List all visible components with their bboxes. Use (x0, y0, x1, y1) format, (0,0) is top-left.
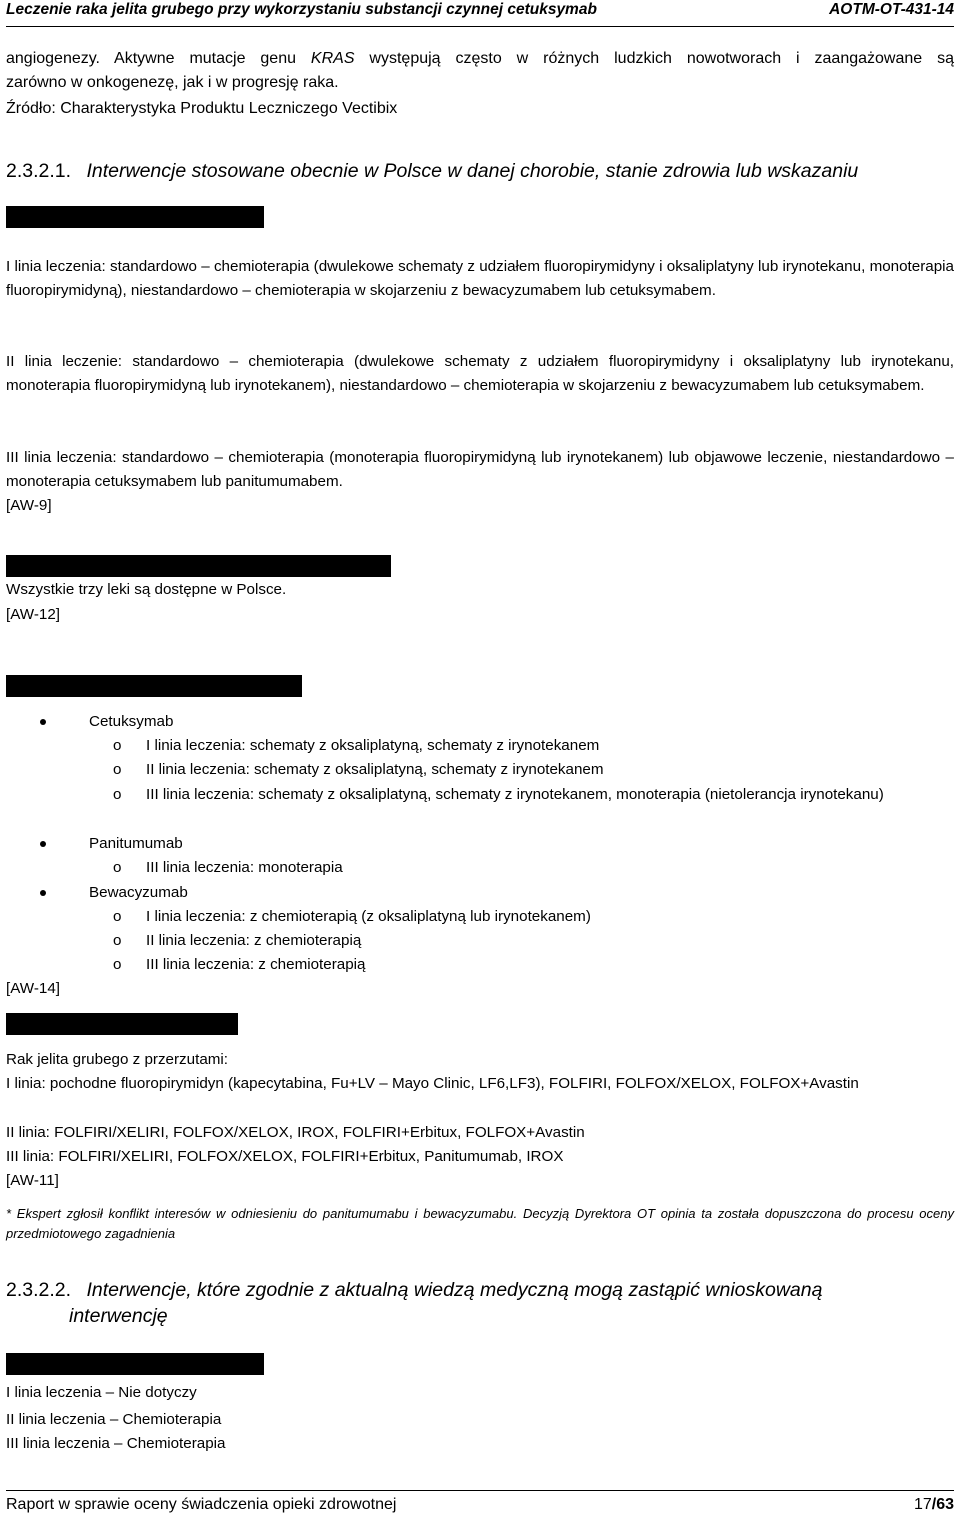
reference-aw-12: [AW-12] (6, 606, 61, 623)
alt-line-3: III linia leczenia – Chemioterapia (6, 1435, 226, 1452)
paragraph-line-1: I linia leczenia: standardowo – chemioterapia (dwulekowe schematy z udziałem fluoropirymidyny i oksaliplatyny lub irynotekanu, monoterapia fluoropirymidyną), niestandardowo – chemioterapia w skojarzeniu z bewacyzumabem lub cetuksymabem. (6, 258, 954, 299)
paragraph-line-2: II linia leczenie: standardowo – chemioterapia (dwulekowe schematy z udziałem fluoropirymidyny i oksaliplatyny lub irynotekanu, monoterapia fluoropirymidyną lub irynotekanem), niestandardowo – chemioterapia w skojarzeniu z bewacyzumabem lub cetuksymabem. (6, 353, 954, 394)
drug-name: Panitumumab (89, 835, 183, 852)
line-iii-regimens: III linia: FOLFIRI/XELIRI, FOLFOX/XELOX, FOLFIRI+Erbitux, Panitumumab, IROX (6, 1148, 564, 1165)
section-heading-2-3-2-1 (6, 160, 858, 183)
sub-bullet-icon: o (113, 956, 122, 973)
footer-report-title: Raport w sprawie oceny świadczenia opieki zdrowotnej (6, 1496, 397, 1513)
redacted-block (6, 206, 264, 228)
bullet-icon (40, 890, 46, 896)
redacted-block (6, 1013, 238, 1035)
intro-line-1: angiogenezy. Aktywne mutacje genu KRAS występują często w różnych ludzkich nowotworach i zaangażowane są (6, 50, 954, 67)
bullet-icon (40, 841, 46, 847)
alt-line-2: II linia leczenia – Chemioterapia (6, 1411, 222, 1428)
page-footer (6, 1490, 954, 1517)
section-title-line-2: interwencję (69, 1305, 168, 1327)
drug-name: Cetuksymab (89, 713, 174, 730)
bullet-icon (40, 719, 46, 725)
reference-aw-11: [AW-11] (6, 1172, 59, 1189)
total-pages: /63 (931, 1496, 954, 1513)
section-number: 2.3.2.2. (6, 1279, 72, 1301)
list-item: III linia leczenia: monoterapia (146, 859, 343, 876)
redacted-block (6, 675, 302, 697)
redacted-block (6, 555, 391, 577)
list-item: I linia leczenia: z chemioterapią (z oksaliplatyną lub irynotekanem) (146, 908, 591, 925)
section-title: Interwencje stosowane obecnie w Polsce w danej chorobie, stanie zdrowia lub wskazaniu (86, 160, 859, 182)
page-number (914, 1496, 954, 1514)
sub-bullet-icon: o (113, 859, 122, 876)
footnote: * Ekspert zgłosił konflikt interesów w odniesieniu do panitumumabu i bewacyzumabu. Decyzją Dyrektora OT opinia ta została dopuszczona do procesu oceny przedmiotowego zagadnienia (6, 1206, 954, 1241)
list-item: III linia leczenia: schematy z oksaliplatyną, schematy z irynotekanem, monoterapia (nietolerancja irynotekanu) (146, 786, 884, 803)
reference-aw-14: [AW-14] (6, 980, 61, 997)
list-item: II linia leczenia: schematy z oksaliplatyną, schematy z irynotekanem (146, 761, 604, 778)
section-number: 2.3.2.1. (6, 160, 72, 182)
intro-source: Źródło: Charakterystyka Produktu Leczniczego Vectibix (6, 100, 398, 117)
header-title: Leczenie raka jelita grubego przy wykorzystaniu substancji czynnej cetuksymab (6, 1, 597, 18)
section-heading-2-3-2-2 (6, 1279, 822, 1302)
alt-line-1: I linia leczenia – Nie dotyczy (6, 1384, 197, 1401)
current-page: 17 (913, 1496, 932, 1513)
list-item: III linia leczenia: z chemioterapią (146, 956, 366, 973)
availability-text: Wszystkie trzy leki są dostępne w Polsce. (6, 581, 287, 598)
sub-bullet-icon: o (113, 786, 122, 803)
sub-bullet-icon: o (113, 761, 122, 778)
header-code: AOTM-OT-431-14 (829, 1, 954, 18)
list-item: II linia leczenia: z chemioterapią (146, 932, 362, 949)
list-item: I linia leczenia: schematy z oksaliplatyną, schematy z irynotekanem (146, 737, 600, 754)
intro-line-2: zarówno w onkogenezę, jak i w progresję raka. (6, 74, 339, 91)
sub-bullet-icon: o (113, 908, 122, 925)
sub-bullet-icon: o (113, 737, 122, 754)
line-i-regimens: I linia: pochodne fluoropirymidyn (kapecytabina, Fu+LV – Mayo Clinic, LF6,LF3), FOLFIRI, FOLFOX/XELOX, FOLFOX+Avastin (6, 1075, 859, 1092)
reference-aw-9: [AW-9] (6, 497, 52, 514)
redacted-block (6, 1353, 264, 1375)
page-header (6, 0, 954, 27)
paragraph-line-3: III linia leczenia: standardowo – chemioterapia (monoterapia fluoropirymidyną lub irynotekanem) lub objawowe leczenie, niestandardowo – monoterapia cetuksymabem lub panitumumabem. (6, 449, 954, 490)
gene-name: KRAS (310, 50, 355, 67)
line-ii-regimens: II linia: FOLFIRI/XELIRI, FOLFOX/XELOX, IROX, FOLFIRI+Erbitux, FOLFOX+Avastin (6, 1124, 585, 1141)
metastatic-intro: Rak jelita grubego z przerzutami: (6, 1051, 229, 1068)
section-title-line-1: Interwencje, które zgodnie z aktualną wiedzą medyczną mogą zastąpić wnioskowaną (86, 1279, 823, 1301)
sub-bullet-icon: o (113, 932, 122, 949)
drug-name: Bewacyzumab (89, 884, 188, 901)
